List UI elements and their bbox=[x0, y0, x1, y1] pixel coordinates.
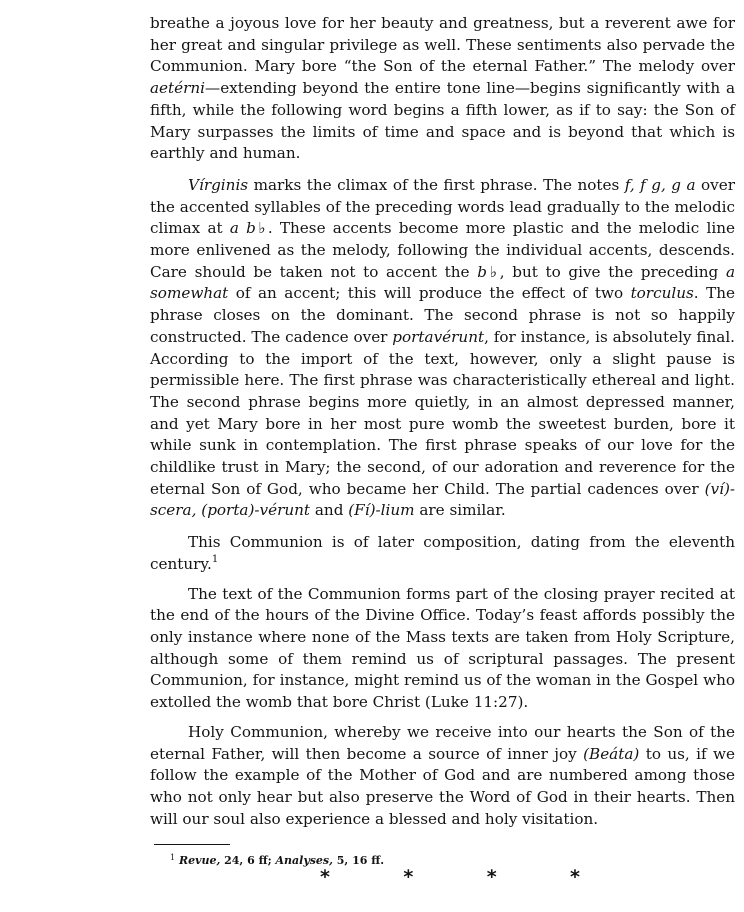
paragraph-4: The text of the Communion forms part of the closing prayer recited at the end of the hours of the Divine Office. Today’s feast affords possibly the only instance where none of the Mass texts are taken from Holy Scripture, although some of them remind us of scriptural passages. The present Communion, for instance, might remind us of the woman in the Gospel who extolled the womb that bore Christ (Luke 11:27). bbox=[150, 584, 735, 712]
footnote-marker: 1 bbox=[170, 852, 176, 862]
separator-star: * bbox=[320, 866, 330, 888]
separator-star: * bbox=[486, 866, 497, 888]
separator-star: * bbox=[403, 866, 414, 888]
book-page bbox=[150, 13, 735, 869]
footnote-text: Revue, 24, 6 ff; Analyses, 5, 16 ff. bbox=[178, 854, 385, 868]
paragraph-1: breathe a joyous love for her beauty and greatness, but a reverent awe for her great and singular privilege as well. These sentiments also pervade the Communion. Mary bore “the Son of the eternal Father.” The melody over aetérni—extending beyond the entire tone line—begins significantly with a fifth, while the following word begins a fifth lower, as if to say: the Son of Mary surpasses the limits of time and space and is beyond that which is earthly and human. bbox=[150, 14, 735, 163]
section-separator bbox=[320, 866, 580, 888]
paragraph-3: This Communion is of later composition, dating from the eleventh century.$^1$ bbox=[150, 533, 735, 573]
separator-star: * bbox=[570, 866, 580, 888]
paragraph-5: Holy Communion, whereby we receive into our hearts the Son of the eternal Father, will then become a source of inner joy (Beáta) to us, if we follow the example of the Mother of God and are numbered among those who not only hear but also preserve the Word of God in their hearts. Then will our soul also experience a blessed and holy visitation. bbox=[150, 722, 735, 828]
paragraph-2: Vírginis marks the climax of the first phrase. The notes f, f g, g a over the accented syllables of the preceding words lead gradually to the melodic climax at a b♭. These accents become more plastic and the melodic line more enlivened as the melody, following the individual accents, descends. Care should be taken not to accent the b♭, but to give the preceding a somewhat of an accent; this will produce the effect of two torculus. The phrase closes on the dominant. The second phrase is not so happily constructed. The cadence over portavérunt, for instance, is absolutely final. According to the import of the text, however, only a slight pause is permissible here. The first phrase was characteristically ethereal and light. The second phrase begins more quietly, in an almost depressed manner, and yet Mary bore in her most pure womb the sweetest burden, bore it while sunk in contemplation. The first phrase speaks of our love for the childlike trust in Mary; the second, of our adoration and reverence for the eternal Son of God, who became her Child. The partial cadences over (ví)-scera, (porta)-vérunt and (Fí)-lium are similar. bbox=[150, 175, 735, 520]
footnote-rule bbox=[154, 844, 230, 845]
